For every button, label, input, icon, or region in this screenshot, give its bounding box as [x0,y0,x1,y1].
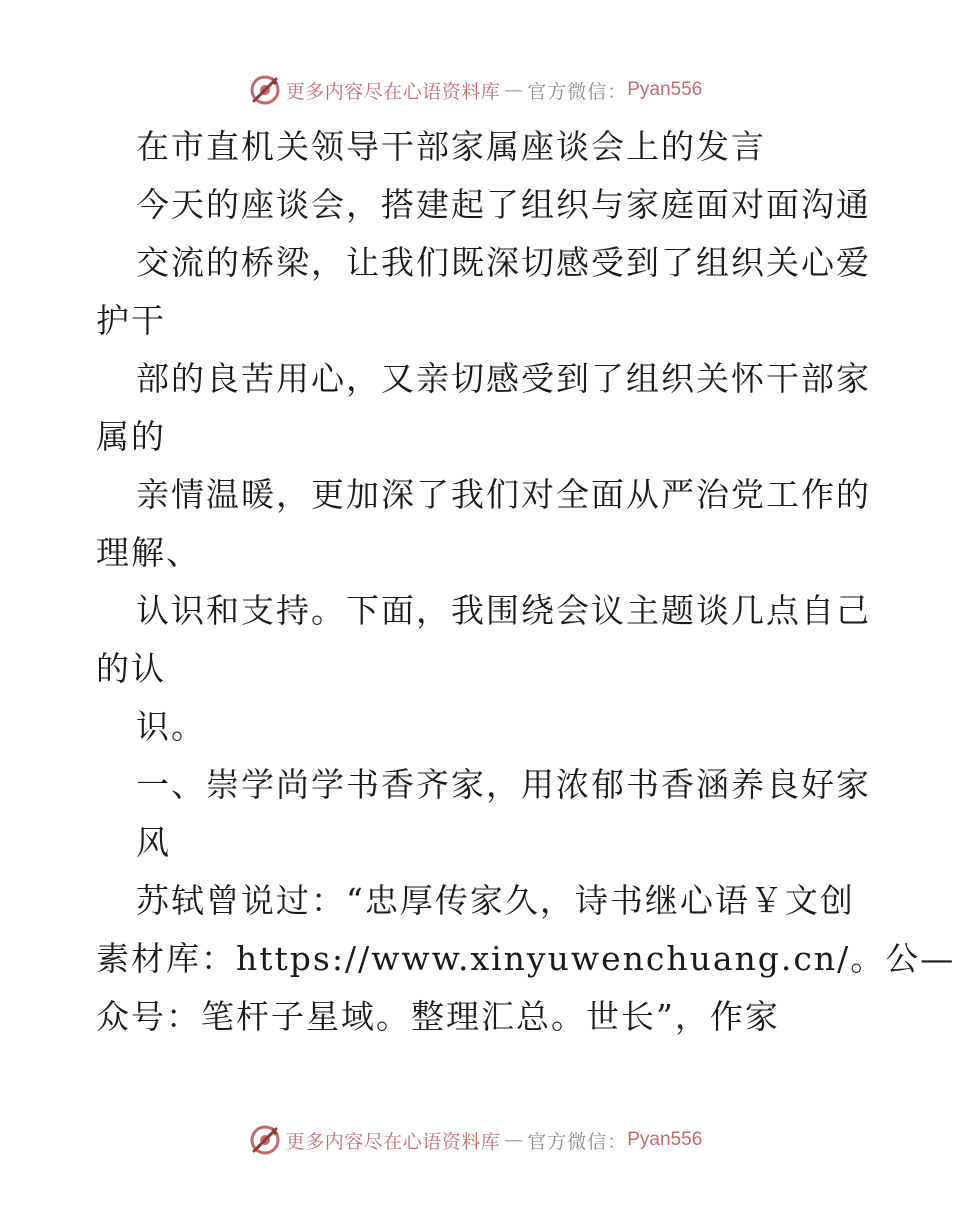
text-line: 今天的座谈会，搭建起了组织与家庭面对面沟通 [136,185,871,224]
text-line: 识。 [136,707,206,746]
text-line: 的认 [96,649,166,688]
watermark-text: 更多内容尽在心语资料库 [285,80,501,103]
document-title: 在市直机关领导干部家属座谈会上的发言 [136,127,766,166]
text-line: 众号：笔杆子星域。整理汇总。世长”，作家 [96,997,780,1036]
footer-watermark [0,1120,950,1160]
text-line: 交流的桥梁，让我们既深切感受到了组织关心爱 [136,243,871,282]
watermark-official: 官方微信： [527,80,628,103]
watermark-text: 更多内容尽在心语资料库 [285,1130,501,1153]
text-line: 素材库：https://www.xinyuwenchuang.cn/。公— [96,939,955,978]
logo-icon [248,1123,282,1157]
text-line: 部的良苦用心，又亲切感受到了组织关怀干部家 [136,359,871,398]
text-line: 亲情温暖，更加深了我们对全面从严治党工作的 [136,475,871,514]
watermark-official: 官方微信： [527,1130,628,1153]
watermark-dash: — [504,79,524,101]
section-heading-cont: 风 [136,823,171,862]
watermark-id: Pyan556 [627,1129,703,1150]
text-line: 属的 [96,417,166,456]
header-watermark [0,70,950,110]
text-line: 认识和支持。下面，我围绕会议主题谈几点自己 [136,591,871,630]
section-heading: 一、崇学尚学书香齐家，用浓郁书香涵养良好家 [136,765,871,804]
watermark-dash: — [504,1129,524,1151]
document-body [96,118,955,1046]
logo-icon [248,73,282,107]
watermark-id: Pyan556 [627,79,703,100]
text-line: 护干 [96,301,166,340]
text-line: 苏轼曾说过：“忠厚传家久，诗书继心语￥文创 [136,881,855,920]
text-line: 理解、 [96,533,201,572]
